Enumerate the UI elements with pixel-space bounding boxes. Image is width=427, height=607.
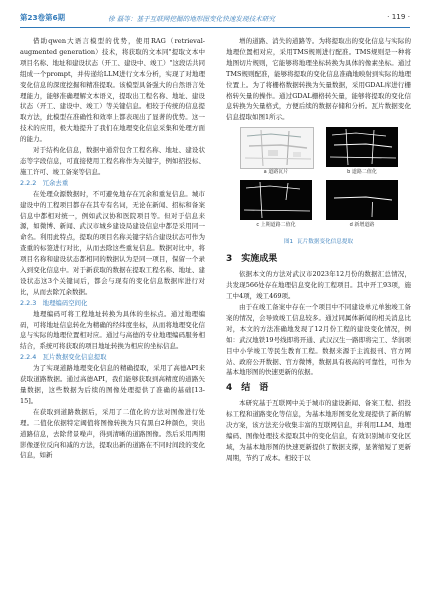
page-header xyxy=(20,12,410,26)
journal-volume: 第23卷第6期 xyxy=(20,13,65,22)
paragraph: 对于结构化信息，数据中通常包含工程名称、地址、建设状态等字段信息，可直接使用工程名称作为关键字，例如招投标、施工许可、竣工备案等信息。 xyxy=(20,146,205,176)
figure-caption xyxy=(226,237,411,247)
panel-caption: c 上期道路二值化 xyxy=(256,222,296,229)
paragraph: 由于在竣工备案中存在一个项目中不同建设单元单独竣工备案的情况，会导致竣工信息较多。通过同属体新闻的相关消息比对，本文的方法准确地发现了12月份工程的建设变化情况，例如：武汉地铁19号线即将开通、武汉汉生一路即将完工、华润项目中小学竣工等民生教育工程。数据来源于主流报刊、官方网站、政府公开数据、官方微博，数据具有极高的可靠性，可作为基本地形图的快速更新的依据。 xyxy=(226,302,411,377)
previous-road-binary-image xyxy=(240,180,312,220)
road-tile-image xyxy=(240,127,314,169)
paragraph: 在获取到道路数据后，采用了二值化的方法对图像进行处理。二值化依据特定阈值将图像转换为只有黑白2种颜色，突出道路信息，去除背景噪声，得到清晰的道路图像。然后采用两期影像逐位反向和减的方法，提取出新的道路在不同时间段的变化信息，如新 xyxy=(20,407,205,460)
panel-caption: a 道路瓦片 xyxy=(263,169,289,176)
subsection-heading: 2.2.3 地理编码空间化 xyxy=(20,298,88,307)
road-binary-image xyxy=(326,127,398,167)
page-number: · 119 · xyxy=(387,12,410,21)
paragraph: 依据本文的方法对武汉市2023年12月份的数据汇总情况，共发现566处存在地理信息变化的工程项目。其中开工93项，施工中4项，竣工469项。 xyxy=(226,270,411,301)
right-column xyxy=(226,36,411,464)
section-heading: 3 实施成果 xyxy=(226,254,278,265)
paragraph: 为了实现道路地理变化信息的精确提取，采用了高德API来获取道路数据。通过高德API，我们能够获取到高精度的道路矢量数据，这些数据为后续的图像处理提供了准确的基础[13-15]。 xyxy=(20,364,205,405)
header-rule xyxy=(20,27,410,28)
paragraph: 本研究基于互联网中关于城市的建设新闻、备案工程、招投标工程和道路变化等信息，为基本地形图变化发现提供了新的解决方案，该方法充分收集丰富的互联网信息，并利用LLM、地理编码、图像处理技术提取其中的变化信息，有效识别城市变化区域，为基本地形图的快速更新提供了数据支撑，显著缩短了更新周期，节约了成本。相较于以 xyxy=(226,399,411,462)
running-title: 徐 磊等：基于互联网挖掘的地形图变化快速发现技术研究 xyxy=(108,15,275,23)
subsection-heading: 2.2.2 冗余去重 xyxy=(20,178,69,187)
paragraph: 地理编码可将工程地址转换为具体的坐标点。通过地理编码，可将地址信息转化为精确的经纬度坐标，从而将地理变化信息与实际的地理位置相对应。通过与高德的专业地理编码服务相结合，系统可将获取的项目地址转换为相应的坐标信息。 xyxy=(20,309,205,351)
panel-caption: d 新增道路 xyxy=(349,222,375,229)
paragraph: 借助qwen大语言模型的优势，使用RAG（retrieval-augmented generation）技术，将获取的文本同"提取文本中项目名称、地址和建设状态（开工、建设中、竣工）"这段话共同组成一个prompt，并传递给LLM进行文本分析，实现了对地理变化信息的深度挖掘和精准提取。该模型具备强大的自然语言处理能力，能够准确理解文本语义，提取出工程名称、地址、建设状态（开工、建设中、竣工）等关键信息。相较于传统的信息提取方法，此模型在准确性和效率上都表现出了显著的优势。这一技术的应用，极大地提升了我们在地理变化信息采集和处理方面的能力。 xyxy=(20,37,205,144)
subsection-heading: 2.2.4 瓦片数据变化信息提取 xyxy=(20,353,107,362)
figure-label: 图1 xyxy=(283,239,294,246)
paragraph: 增的道路、消失的道路等。为将提取出的变化信息与实际的地理位置相对应，采用TMS规则进行配准。TMS规则是一种将地图切片规则，它能够将地理坐标转换为具体的像素坐标。通过TMS规则配准，能够将提取的变化信息准确地映射到实际的地理位置上。为了将栅格数据转换为矢量数据，采用GDAL库进行栅格转矢量的操作。通过GDAL栅格转矢量，能够将提取的变化信息转换为矢量格式，方便后续的数据存储和分析。瓦片数据变化信息提取如图1所示。 xyxy=(226,37,411,122)
left-column xyxy=(20,36,205,461)
new-road-image xyxy=(326,180,398,220)
panel-caption: b 道路二值化 xyxy=(347,169,377,176)
section-heading: 4 结 语 xyxy=(226,383,269,394)
paragraph: 在处理众源数据时，不可避免地存在冗余和重复信息。城市建设中的工程项目都存在其专有名词，无论在新闻、招标和备案信息中都相对统一，例如武汉协和医院项目等。但对于信息来源，如微博、新闻、武汉市城乡建设局建设信息中都是采用同一命名。利用此特点，提取的项目名称关键字结合建设状态可作为查重的标签进行对比，从而去除这些重复信息。数据对比中，将项目名称和建设状态都相同的数据认为是同一项目，保留一个录入到变化信息中。对于新获取的数据在提取工程名称、地址、建设状态这3个关键词后，都会与现有的变化信息数据库进行对比，从而去除冗余数据。 xyxy=(20,189,205,296)
figure-1 xyxy=(226,127,411,235)
figure-title: 瓦片数据变化信息提取 xyxy=(297,239,354,246)
